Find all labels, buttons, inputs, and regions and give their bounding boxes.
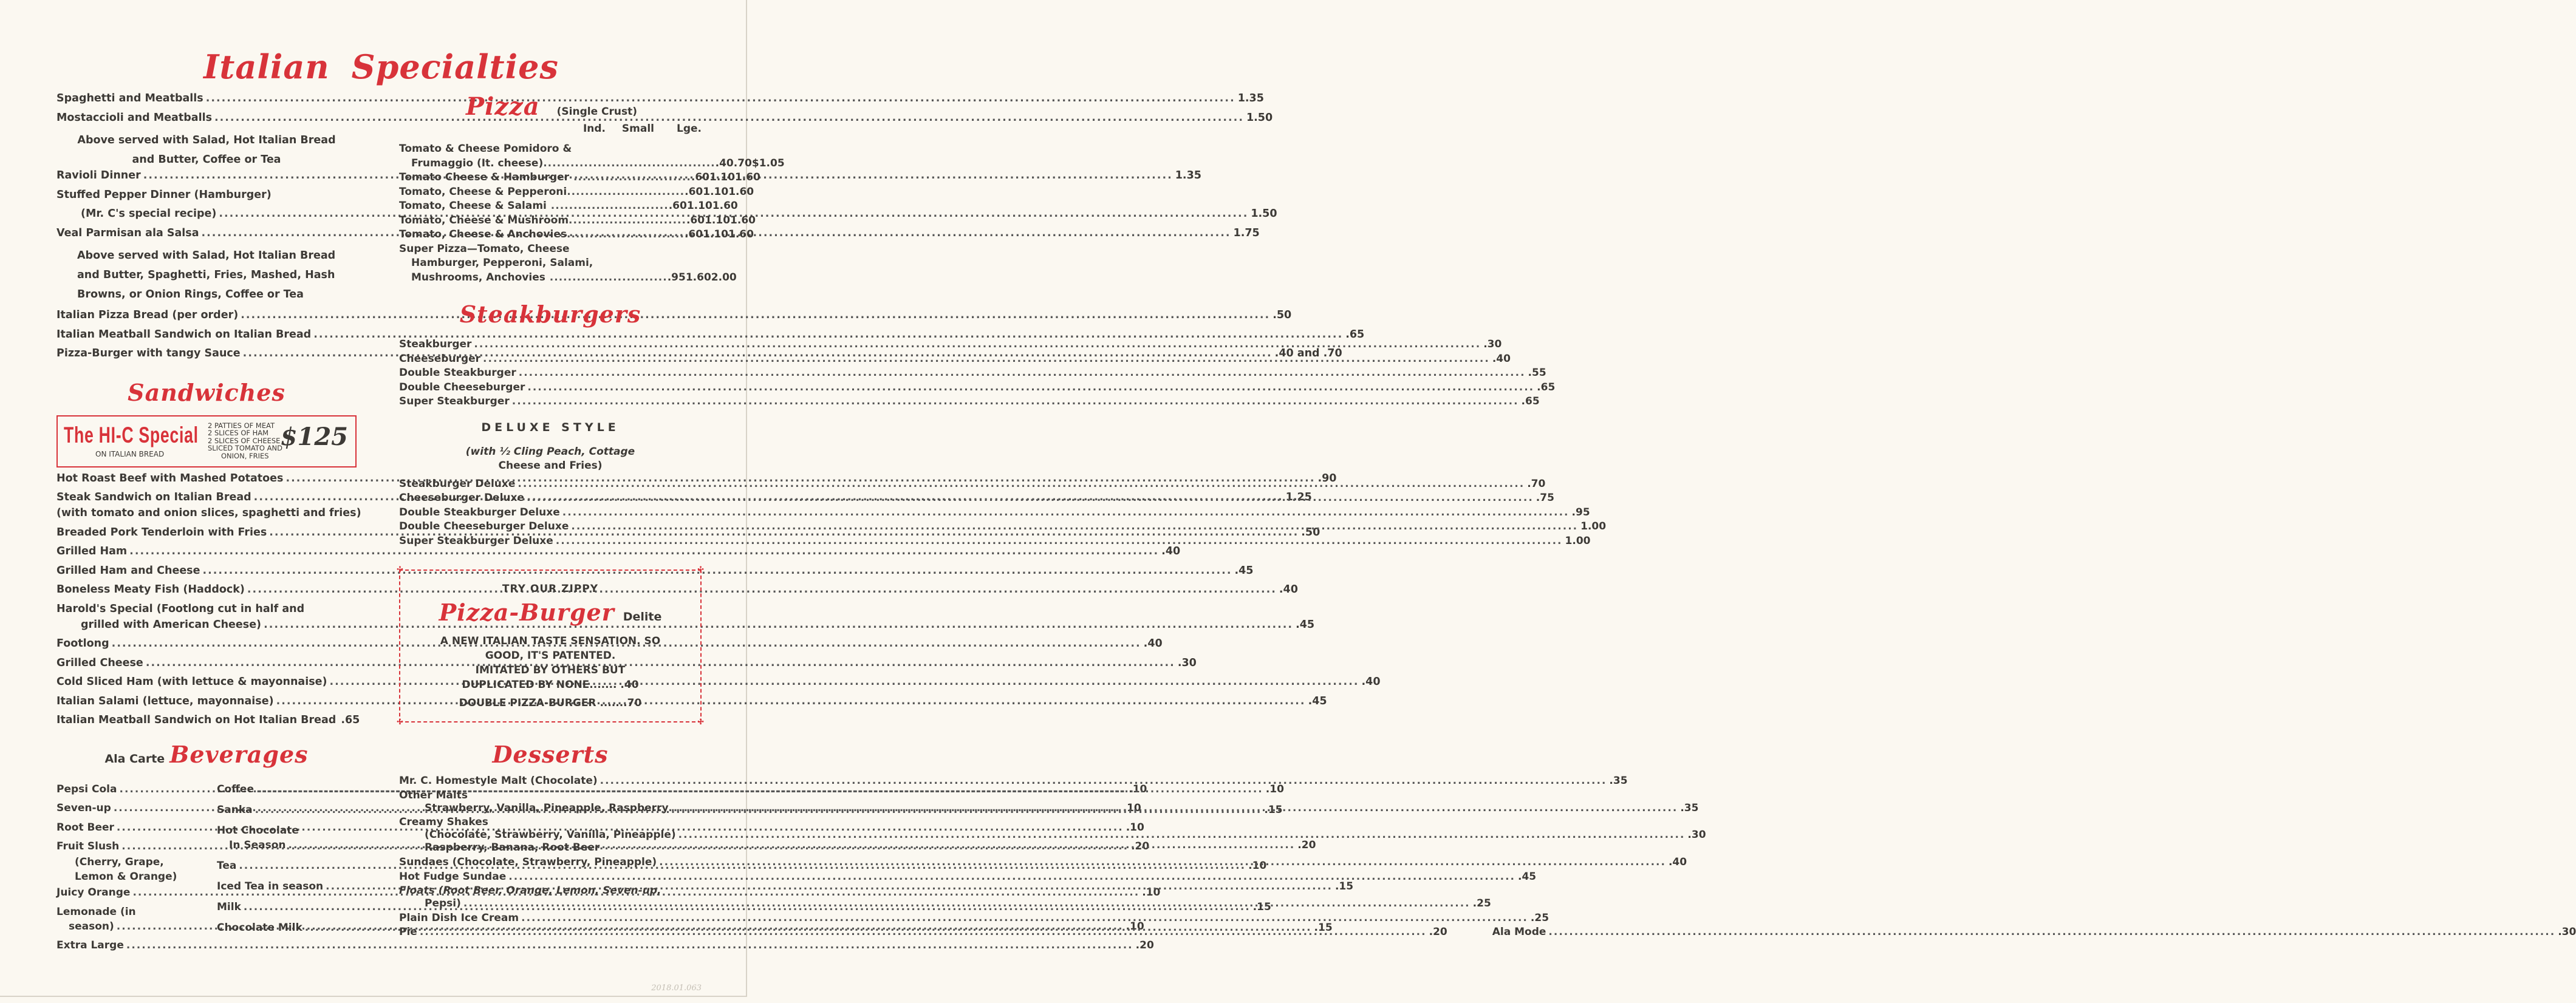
- item-name: Coffee: [217, 783, 254, 795]
- item-name: Other Malts: [399, 789, 468, 801]
- price-ind: .60: [686, 214, 705, 226]
- detail-line: 2 PATTIES OF MEAT: [208, 421, 275, 430]
- served-note: Above served with Salad, Hot Italian Bread: [77, 250, 336, 262]
- item-name: Chocolate Milk: [217, 921, 302, 934]
- item-name: Sanka: [217, 803, 253, 816]
- item-price: .10: [1248, 859, 1267, 872]
- item-name: Steakburger: [399, 338, 472, 350]
- pizza-row: Tomato Cheese & Hamburger .......................... .60 1.10 1.60: [399, 171, 702, 185]
- item-name: Harold's Special (Footlong cut in half and: [56, 602, 305, 615]
- menu-item: [399, 911, 1549, 926]
- item-name: Double Steakburger: [399, 367, 516, 379]
- item-price: .30: [1483, 338, 1502, 350]
- hi-c-special-sub: ON ITALIAN BREAD: [95, 449, 165, 458]
- item-name: Italian Meatball Sandwich on Italian Bread: [56, 328, 312, 341]
- item-name: In Season: [229, 838, 286, 851]
- item-price: .40: [1668, 856, 1687, 868]
- served-note: and Butter, Coffee or Tea: [132, 154, 281, 166]
- pizza-row: Tomato, Cheese & Mushroom.......................... .60 1.10 1.60: [399, 214, 702, 228]
- menu-item: [56, 603, 357, 619]
- beverages-prefix: Ala Carte: [104, 752, 165, 766]
- item-name: Double Cheeseburger Deluxe: [399, 520, 569, 532]
- menu-item: [399, 870, 1537, 885]
- item-sub: (Cherry, Grape,: [75, 856, 164, 868]
- menu-item: [56, 564, 1254, 584]
- served-note: Browns, or Onion Rings, Coffee or Tea: [77, 288, 304, 301]
- item-name: Steak Sandwich on Italian Bread: [56, 491, 251, 503]
- item-price: .10: [1129, 783, 1147, 795]
- item-name: Pizza-Burger with tangy Sauce: [56, 347, 241, 359]
- item-price: 1.75: [1233, 226, 1260, 239]
- item-price: 1.00: [1565, 534, 1591, 547]
- item-name: Fruit Slush: [56, 840, 120, 852]
- item-name: Plain Dish Ice Cream: [399, 911, 519, 924]
- item-price: .65: [1345, 328, 1365, 341]
- item-note: (with tomato and onion slices, spaghetti and fries): [56, 507, 361, 519]
- item-price: .45: [1308, 695, 1327, 707]
- pizza-name: Tomato, Cheese & Mushroom: [399, 214, 569, 226]
- pizza-name: Tomato, Cheese & Pepperoni: [399, 185, 567, 198]
- promo-description: [400, 634, 700, 692]
- price-small: 1.10: [705, 214, 731, 226]
- item-name: Ravioli Dinner: [56, 169, 141, 182]
- promo-line: DUPLICATED BY NONE....... .40: [462, 679, 639, 691]
- item-price: .20: [1135, 939, 1154, 951]
- price-small: 1.10: [709, 171, 735, 183]
- pizza-name: Hamburger, Pepperoni, Salami,: [411, 257, 593, 269]
- item-name: Pie: [399, 926, 417, 938]
- detail-line: 2 SLICES OF CHEESE: [208, 436, 281, 445]
- deluxe-style-note: [399, 445, 702, 473]
- menu-item: [399, 395, 1540, 410]
- item-name: Cold Sliced Ham (with lettuce & mayonnaise): [56, 676, 327, 688]
- item-name: Iced Tea in season: [217, 880, 324, 892]
- pizza-name: Tomato, Cheese & Salami: [399, 200, 547, 212]
- menu-item: [399, 816, 702, 829]
- corner-ornament-icon: ✣: [397, 718, 403, 727]
- promo-line: IMITATED BY OTHERS BUT: [475, 664, 626, 676]
- item-price: .20: [1429, 926, 1447, 938]
- item-price: .40: [1161, 545, 1181, 557]
- menu-item: [56, 189, 357, 208]
- item-price: .65: [1537, 381, 1556, 393]
- item-name: season): [69, 920, 114, 933]
- item-name: Lemonade (in: [56, 905, 136, 918]
- promo-line: A NEW ITALIAN TASTE SENSATION. SO: [440, 635, 661, 647]
- price-small: 1.10: [703, 185, 729, 198]
- item-name: Italian Meatball Sandwich on Hot Italian Bread: [56, 714, 337, 726]
- menu-item: [399, 534, 1591, 549]
- pizza-crust-note: (Single Crust): [556, 106, 637, 118]
- item-name: Mr. C. Homestyle Malt (Chocolate): [399, 775, 598, 787]
- item-name: Steakburger Deluxe: [399, 477, 516, 490]
- promo-delite: Delite: [623, 610, 662, 624]
- menu-item: [399, 885, 702, 897]
- item-price: .10: [1142, 886, 1161, 899]
- served-note: and Butter, Spaghetti, Fries, Mashed, Hash: [77, 269, 335, 281]
- item-name: grilled with American Cheese): [81, 618, 262, 631]
- item-price: .65: [1521, 395, 1540, 407]
- promo-double: DOUBLE PIZZA-BURGER .......70: [459, 697, 642, 709]
- hi-c-special-title: The HI-C Special: [64, 422, 199, 447]
- item-price: .45: [1518, 870, 1537, 883]
- price-lge: 1.60: [728, 185, 754, 198]
- menu-item-sub: [399, 829, 1706, 841]
- item-price: .40: [1143, 638, 1163, 650]
- menu-item: [56, 545, 1181, 565]
- pizza-name: Tomato, Cheese & Anchovies: [399, 228, 567, 240]
- pizza-row: [399, 142, 702, 157]
- item-name: Spaghetti and Meatballs: [56, 92, 203, 104]
- pizza-row: Tomato, Cheese & Pepperoni.......................... .60 1.10 1.60: [399, 185, 702, 200]
- price-ind: .60: [684, 228, 703, 240]
- item-price: .40: [1279, 583, 1298, 596]
- item-name: Milk: [217, 900, 241, 913]
- item-name: Hot Roast Beef with Mashed Potatoes: [56, 472, 284, 484]
- item-price: .55: [1528, 367, 1546, 379]
- item-price: .30: [1177, 656, 1197, 669]
- price-ind: .60: [668, 200, 687, 212]
- item-name: Italian Salami (lettuce, mayonnaise): [56, 695, 274, 707]
- deluxe-note-line: Cheese and Fries): [498, 459, 603, 472]
- pizza-title: Pizza: [466, 92, 540, 121]
- item-name: Grilled Cheese: [56, 656, 143, 669]
- beverages-title: Beverages: [169, 740, 309, 768]
- pizza-row: Tomato, Cheese & Salami .......................... .60 1.10 1.60: [399, 199, 702, 214]
- price-lge: 1.60: [728, 228, 754, 240]
- price-small: 1.10: [703, 228, 729, 240]
- price-ind: .60: [685, 185, 703, 198]
- price-ind: .60: [691, 171, 709, 183]
- menu-item: [399, 381, 1556, 396]
- pizza-row: [399, 242, 702, 257]
- item-name: Stuffed Pepper Dinner (Hamburger): [56, 188, 272, 201]
- item-name: Grilled Ham and Cheese: [56, 564, 200, 577]
- price-ind: .95: [667, 271, 686, 284]
- item-price: 1.50: [1246, 111, 1273, 124]
- pizza-row: Frumaggio (It. cheese)...................................... .40 .70 $1.05: [399, 157, 702, 171]
- item-name: (Mr. C's special recipe): [81, 208, 217, 220]
- detail-line: 2 SLICES OF HAM: [208, 429, 269, 437]
- item-sub: Lemon & Orange): [75, 871, 177, 883]
- price-small: 1.60: [685, 271, 711, 284]
- promo-line: GOOD, IT'S PATENTED.: [485, 650, 616, 662]
- price-lge: 1.60: [712, 200, 738, 212]
- price-lge: 2.00: [711, 271, 737, 284]
- hi-c-special-details: [208, 422, 282, 460]
- price-small: .70: [733, 157, 752, 169]
- item-name: Boneless Meaty Fish (Haddock): [56, 583, 245, 596]
- corner-ornament-icon: ✣: [397, 565, 403, 574]
- deluxe-note-line: (with ½ Cling Peach, Cottage: [465, 445, 635, 458]
- steakburgers-title: Steakburgers: [459, 301, 641, 328]
- item-price: .30: [1687, 829, 1706, 841]
- item-name: Tea: [217, 859, 237, 872]
- title-word-specialties: Specialties: [351, 47, 559, 86]
- item-name: Cheeseburger Deluxe: [399, 492, 525, 504]
- item-name: Ala Mode: [1492, 926, 1546, 938]
- item-price: .15: [1264, 803, 1283, 816]
- item-price: .10: [1126, 920, 1144, 933]
- price-lge: 1.60: [734, 171, 760, 183]
- price-lge: $1.05: [751, 157, 785, 169]
- item-name: Pepsi Cola: [56, 783, 117, 795]
- pizza-burger-promo-box: [397, 565, 704, 727]
- item-name: Sundaes (Chocolate, Strawberry, Pineapple): [399, 856, 657, 868]
- menu-item: [399, 789, 702, 802]
- pizza-name: Tomato & Cheese Pomidoro &: [399, 143, 572, 155]
- item-price: .15: [1314, 921, 1333, 934]
- price-dollar: $1: [280, 422, 315, 451]
- item-price: .15: [1334, 880, 1354, 892]
- item-price: .40: [1492, 352, 1511, 365]
- item-price: .65: [341, 714, 360, 726]
- title-word-italian: Italian: [203, 47, 330, 86]
- item-price: .15: [1252, 900, 1271, 913]
- sandwiches-title: Sandwiches: [128, 378, 285, 406]
- item-price: .50: [1301, 526, 1320, 539]
- item-name: Super Steakburger Deluxe: [399, 534, 553, 547]
- item-name: (Chocolate, Strawberry, Vanilla, Pineapple): [425, 829, 676, 841]
- promo-name: Pizza-Burger: [439, 599, 615, 626]
- item-sub: Raspberry, Banana, Root Beer: [425, 841, 600, 854]
- page-title: [0, 47, 762, 86]
- pizza-name: Mushrooms, Anchovies: [411, 271, 545, 284]
- item-price: .95: [1571, 506, 1590, 518]
- col-ind: Ind.: [583, 123, 606, 135]
- beverages-heading: [56, 741, 357, 777]
- price-cents: 25: [314, 422, 348, 451]
- item-price: 1.35: [1175, 169, 1201, 182]
- item-name: Seven-up: [56, 802, 111, 814]
- item-name: Cheeseburger: [399, 352, 481, 365]
- corner-ornament-icon: ✣: [697, 718, 704, 727]
- item-price: .40 and .70: [1274, 347, 1342, 359]
- item-price: .45: [1296, 618, 1315, 631]
- item-name: Breaded Pork Tenderloin with Fries: [56, 526, 267, 539]
- item-name: Super Steakburger: [399, 395, 510, 407]
- item-name: Italian Pizza Bread (per order): [56, 309, 239, 321]
- pizza-heading: [399, 92, 702, 123]
- pizza-row: Mushrooms, Anchovies .......................... .95 1.60 2.00: [399, 271, 702, 285]
- price-ind: .40: [715, 157, 734, 169]
- menu-item: [56, 906, 191, 920]
- hi-c-special-box: [56, 415, 357, 467]
- pizza-row: Tomato, Cheese & Anchovies.......................... .60 1.10 1.60: [399, 228, 702, 242]
- item-name: Juicy Orange: [56, 886, 131, 899]
- item-price: 1.35: [1237, 92, 1264, 104]
- item-name: Double Cheeseburger: [399, 381, 525, 393]
- item-name: Double Steakburger Deluxe: [399, 506, 560, 518]
- detail-line: SLICED TOMATO AND: [208, 444, 282, 452]
- item-price: .10: [1126, 821, 1144, 834]
- price-lge: 1.60: [730, 214, 756, 226]
- desserts-title: Desserts: [492, 741, 609, 768]
- item-name: Root Beer: [56, 821, 114, 834]
- item-price: .50: [1273, 309, 1292, 321]
- pizza-column-headers: [399, 123, 702, 142]
- item-name: Hot Fudge Sundae: [399, 870, 507, 883]
- item-price: .10: [1265, 783, 1284, 795]
- item-price: .20: [1131, 840, 1150, 852]
- item-name: Creamy Shakes: [399, 816, 488, 828]
- item-name: Mostaccioli and Meatballs: [56, 111, 212, 124]
- corner-ornament-icon: ✣: [697, 565, 704, 574]
- menu-item: [399, 506, 1590, 521]
- item-price: .30: [2558, 926, 2576, 938]
- item-price: .25: [1530, 911, 1549, 924]
- item-price: 1.25: [1285, 491, 1312, 503]
- item-price: .20: [1297, 838, 1316, 851]
- pizza-name: Tomato Cheese & Hamburger: [399, 171, 570, 183]
- promo-heading: [400, 599, 700, 631]
- menu-item: [56, 939, 1154, 959]
- item-price: .35: [1609, 775, 1628, 787]
- item-price: .35: [1680, 801, 1699, 814]
- menu-item: [56, 714, 360, 733]
- item-price: 1.00: [1580, 520, 1607, 532]
- item-price: .40: [1361, 676, 1381, 688]
- promo-try: TRY OUR ZIPPY: [502, 583, 599, 595]
- item-name: Extra Large: [56, 939, 124, 951]
- col-lge: Lge.: [677, 123, 702, 135]
- hi-c-special-price: [281, 423, 348, 451]
- menu-item-sub: [56, 618, 1315, 638]
- item-name: Pepsi): [425, 897, 461, 909]
- item-price: .70: [1527, 477, 1546, 490]
- col-small: Small: [621, 123, 654, 135]
- served-note: Above served with Salad, Hot Italian Bread: [77, 134, 336, 146]
- deluxe-style-title: DELUXE STYLE: [481, 420, 620, 434]
- pizza-name: Super Pizza—Tomato, Cheese: [399, 242, 570, 255]
- menu-item: [399, 367, 1546, 381]
- item-price: .45: [1234, 564, 1254, 577]
- price-small: 1.10: [686, 200, 712, 212]
- detail-line: ONION, FRIES: [221, 451, 269, 460]
- item-name: Hot Chocolate: [217, 824, 299, 837]
- menu-item: [217, 824, 352, 839]
- menu-item-note: [56, 507, 361, 526]
- item-price: .90: [1317, 472, 1337, 484]
- item-name: Strawberry, Vanilla, Pineapple, Raspberry: [425, 801, 669, 814]
- catalog-number: 2018.01.063: [651, 984, 702, 993]
- item-price: .75: [1536, 492, 1554, 504]
- item-name: Veal Parmisan ala Salsa: [56, 226, 199, 239]
- item-price: .25: [1472, 897, 1491, 909]
- item-name: Floats (Root Beer, Orange, Lemon, Seven-up,: [399, 885, 661, 897]
- item-price: .10: [1122, 802, 1141, 814]
- pizza-name: Frumaggio (It. cheese): [411, 157, 544, 169]
- item-name: Grilled Ham: [56, 545, 128, 557]
- item-name: Footlong: [56, 638, 109, 650]
- item-price: 1.50: [1251, 208, 1277, 220]
- pizza-row: [399, 256, 702, 271]
